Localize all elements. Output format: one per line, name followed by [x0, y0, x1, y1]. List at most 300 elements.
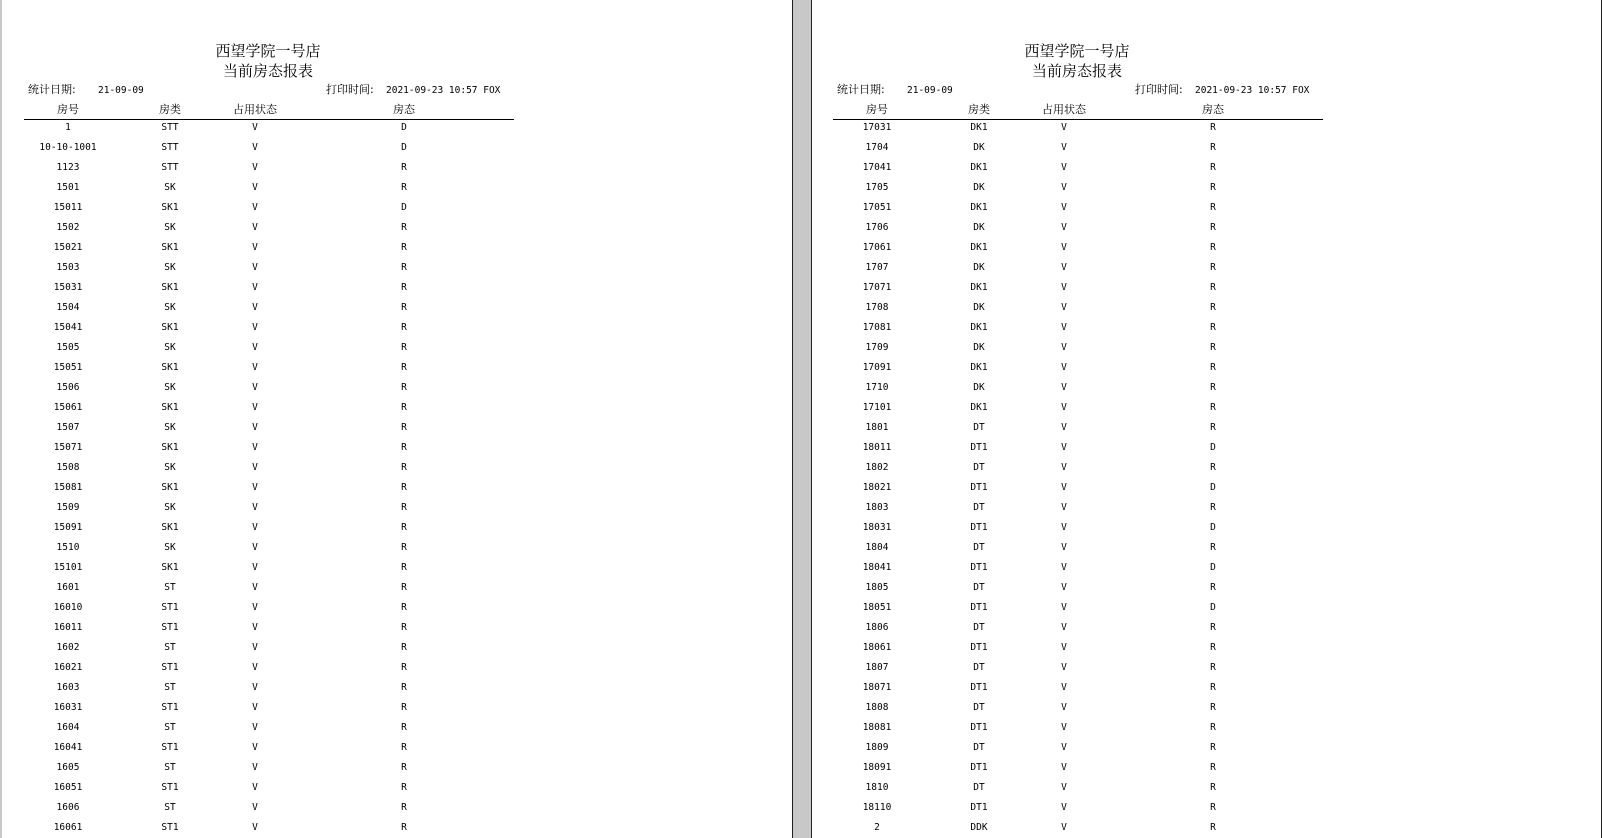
occupancy-status: V — [1061, 562, 1067, 573]
room-type: SK1 — [161, 362, 179, 373]
room-status: R — [1210, 802, 1216, 813]
room-type: SK — [164, 222, 176, 233]
occupancy-status: V — [1061, 482, 1067, 493]
occupancy-status: V — [252, 562, 258, 573]
occupancy-status: V — [252, 482, 258, 493]
room-number: 17101 — [862, 402, 892, 413]
column-header-room: 房号 — [57, 103, 79, 116]
room-type: DK — [973, 342, 985, 353]
table-row — [2, 602, 793, 622]
room-status: R — [1210, 642, 1216, 653]
room-status: R — [401, 782, 407, 793]
table-row — [811, 142, 1602, 162]
room-number: 1710 — [865, 382, 889, 393]
room-status: R — [401, 562, 407, 573]
room-status: R — [401, 602, 407, 613]
room-status: R — [401, 402, 407, 413]
room-type: DK1 — [970, 162, 988, 173]
room-number: 16010 — [53, 602, 83, 613]
room-number: 18071 — [862, 682, 892, 693]
room-number: 15101 — [53, 562, 83, 573]
occupancy-status: V — [252, 782, 258, 793]
table-row — [2, 662, 793, 682]
room-number: 1804 — [865, 542, 889, 553]
occupancy-status: V — [1061, 322, 1067, 333]
room-number: 1505 — [56, 342, 80, 353]
room-number: 18061 — [862, 642, 892, 653]
table-row — [811, 462, 1602, 482]
room-number: 1604 — [56, 722, 80, 733]
room-status: R — [1210, 462, 1216, 473]
room-type: DT — [973, 622, 985, 633]
occupancy-status: V — [252, 162, 258, 173]
table-row — [811, 362, 1602, 382]
room-status: D — [1210, 442, 1216, 453]
room-type: ST — [164, 682, 176, 693]
column-header-status: 房态 — [393, 103, 415, 116]
room-status: R — [401, 182, 407, 193]
room-status: R — [401, 382, 407, 393]
room-status: R — [1210, 182, 1216, 193]
room-status: R — [401, 762, 407, 773]
column-header-type: 房类 — [968, 103, 990, 116]
room-number: 1504 — [56, 302, 80, 313]
room-status: R — [401, 522, 407, 533]
occupancy-status: V — [1061, 342, 1067, 353]
table-row — [811, 122, 1602, 142]
occupancy-status: V — [252, 742, 258, 753]
room-status: R — [1210, 822, 1216, 833]
room-status: R — [401, 662, 407, 673]
room-number: 1704 — [865, 142, 889, 153]
room-type: SK — [164, 462, 176, 473]
room-number: 17061 — [862, 242, 892, 253]
room-type: DK1 — [970, 282, 988, 293]
room-status: R — [1210, 282, 1216, 293]
occupancy-status: V — [252, 322, 258, 333]
room-type: DT — [973, 502, 985, 513]
occupancy-status: V — [252, 602, 258, 613]
occupancy-status: V — [252, 222, 258, 233]
table-row — [811, 222, 1602, 242]
occupancy-status: V — [1061, 242, 1067, 253]
print-time-label: 打印时间: — [326, 83, 374, 96]
room-status: R — [401, 482, 407, 493]
room-status: R — [401, 262, 407, 273]
room-number: 16061 — [53, 822, 83, 833]
room-type: SK1 — [161, 322, 179, 333]
room-status: R — [1210, 622, 1216, 633]
occupancy-status: V — [252, 422, 258, 433]
room-type: DT — [973, 422, 985, 433]
hotel-name: 西望学院一号店 — [1024, 42, 1130, 60]
room-type: SK — [164, 382, 176, 393]
table-row — [2, 282, 793, 302]
room-number: 1502 — [56, 222, 80, 233]
room-type: DT — [973, 782, 985, 793]
room-type: SK1 — [161, 402, 179, 413]
room-number: 1507 — [56, 422, 80, 433]
room-number: 15041 — [53, 322, 83, 333]
table-row — [2, 822, 793, 838]
room-type: DK1 — [970, 402, 988, 413]
table-row — [811, 302, 1602, 322]
table-row — [811, 622, 1602, 642]
room-status: R — [401, 502, 407, 513]
room-number: 18031 — [862, 522, 892, 533]
table-row — [2, 802, 793, 822]
room-status: R — [401, 422, 407, 433]
table-row — [811, 242, 1602, 262]
table-row — [811, 762, 1602, 782]
room-number: 1123 — [56, 162, 80, 173]
occupancy-status: V — [252, 702, 258, 713]
occupancy-status: V — [252, 622, 258, 633]
occupancy-status: V — [1061, 802, 1067, 813]
room-type: DT1 — [970, 482, 988, 493]
occupancy-status: V — [1061, 382, 1067, 393]
occupancy-status: V — [1061, 182, 1067, 193]
room-type: STT — [161, 162, 179, 173]
room-type: ST1 — [161, 742, 179, 753]
room-status: R — [1210, 762, 1216, 773]
room-type: ST — [164, 582, 176, 593]
room-status: R — [401, 302, 407, 313]
room-number: 17071 — [862, 282, 892, 293]
room-type: DT1 — [970, 522, 988, 533]
room-status: R — [1210, 382, 1216, 393]
room-number: 17041 — [862, 162, 892, 173]
stat-date-value: 21-09-09 — [98, 85, 144, 96]
table-row — [2, 122, 793, 142]
room-number: 1 — [65, 122, 71, 133]
column-header-status: 房态 — [1202, 103, 1224, 116]
table-row — [2, 402, 793, 422]
room-type: ST — [164, 762, 176, 773]
room-number: 1509 — [56, 502, 80, 513]
table-row — [2, 422, 793, 442]
occupancy-status: V — [252, 202, 258, 213]
occupancy-status: V — [1061, 822, 1067, 833]
room-type: DT — [973, 582, 985, 593]
table-row — [2, 382, 793, 402]
table-row — [811, 722, 1602, 742]
occupancy-status: V — [1061, 202, 1067, 213]
table-row — [2, 462, 793, 482]
room-type: DT1 — [970, 602, 988, 613]
room-type: ST1 — [161, 622, 179, 633]
room-number: 1806 — [865, 622, 889, 633]
room-number: 18011 — [862, 442, 892, 453]
room-type: DT — [973, 662, 985, 673]
occupancy-status: V — [1061, 602, 1067, 613]
room-type: ST — [164, 642, 176, 653]
room-type: DT1 — [970, 722, 988, 733]
table-row — [2, 222, 793, 242]
occupancy-status: V — [252, 142, 258, 153]
room-status: R — [401, 362, 407, 373]
occupancy-status: V — [252, 462, 258, 473]
table-row — [811, 782, 1602, 802]
room-status: R — [1210, 242, 1216, 253]
room-number: 15071 — [53, 442, 83, 453]
room-number: 16031 — [53, 702, 83, 713]
table-row — [811, 382, 1602, 402]
room-number: 17091 — [862, 362, 892, 373]
room-number: 1808 — [865, 702, 889, 713]
occupancy-status: V — [1061, 162, 1067, 173]
room-type: SK1 — [161, 482, 179, 493]
occupancy-status: V — [252, 822, 258, 833]
room-number: 1506 — [56, 382, 80, 393]
table-row — [2, 142, 793, 162]
room-type: DT1 — [970, 682, 988, 693]
room-status: R — [401, 722, 407, 733]
room-status: R — [1210, 422, 1216, 433]
stat-date-value: 21-09-09 — [907, 85, 953, 96]
table-row — [811, 642, 1602, 662]
report-title: 当前房态报表 — [1031, 62, 1122, 80]
room-number: 1709 — [865, 342, 889, 353]
room-status: R — [401, 742, 407, 753]
room-type: ST — [164, 722, 176, 733]
occupancy-status: V — [252, 682, 258, 693]
room-status: R — [1210, 702, 1216, 713]
table-row — [2, 262, 793, 282]
occupancy-status: V — [252, 542, 258, 553]
table-row — [2, 162, 793, 182]
room-number: 16051 — [53, 782, 83, 793]
room-number: 15061 — [53, 402, 83, 413]
table-row — [2, 182, 793, 202]
occupancy-status: V — [1061, 442, 1067, 453]
room-type: ST1 — [161, 602, 179, 613]
occupancy-status: V — [1061, 362, 1067, 373]
table-row — [2, 202, 793, 222]
table-row — [811, 742, 1602, 762]
table-row — [2, 702, 793, 722]
column-header-occupancy: 占用状态 — [1042, 103, 1086, 116]
occupancy-status: V — [1061, 462, 1067, 473]
room-number: 1802 — [865, 462, 889, 473]
room-status: D — [1210, 482, 1216, 493]
room-status: R — [1210, 142, 1216, 153]
occupancy-status: V — [1061, 742, 1067, 753]
table-row — [811, 522, 1602, 542]
room-type: DK — [973, 182, 985, 193]
room-status: R — [401, 162, 407, 173]
table-row — [811, 202, 1602, 222]
occupancy-status: V — [1061, 542, 1067, 553]
occupancy-status: V — [1061, 402, 1067, 413]
occupancy-status: V — [252, 582, 258, 593]
room-type: SK — [164, 182, 176, 193]
occupancy-status: V — [1061, 702, 1067, 713]
room-status: R — [1210, 582, 1216, 593]
occupancy-status: V — [1061, 642, 1067, 653]
occupancy-status: V — [252, 522, 258, 533]
room-type: ST1 — [161, 702, 179, 713]
column-header-room: 房号 — [866, 103, 888, 116]
room-type: DT — [973, 742, 985, 753]
room-type: ST1 — [161, 662, 179, 673]
report-page-right — [811, 0, 1602, 838]
room-number: 1603 — [56, 682, 80, 693]
occupancy-status: V — [1061, 422, 1067, 433]
room-number: 1501 — [56, 182, 80, 193]
room-status: R — [1210, 322, 1216, 333]
occupancy-status: V — [1061, 282, 1067, 293]
room-status: R — [1210, 502, 1216, 513]
room-status: R — [401, 582, 407, 593]
room-number: 1605 — [56, 762, 80, 773]
table-row — [811, 282, 1602, 302]
room-status: R — [401, 642, 407, 653]
room-status: R — [1210, 542, 1216, 553]
hotel-name: 西望学院一号店 — [215, 42, 321, 60]
print-time-value: 2021-09-23 10:57 FOX — [386, 85, 501, 96]
occupancy-status: V — [252, 722, 258, 733]
occupancy-status: V — [1061, 662, 1067, 673]
table-row — [811, 402, 1602, 422]
room-type: STT — [161, 122, 179, 133]
table-row — [2, 682, 793, 702]
room-number: 1503 — [56, 262, 80, 273]
room-status: R — [401, 702, 407, 713]
occupancy-status: V — [1061, 522, 1067, 533]
room-type: DK — [973, 142, 985, 153]
room-number: 17081 — [862, 322, 892, 333]
table-row — [811, 322, 1602, 342]
room-number: 2 — [874, 822, 880, 833]
room-type: DT — [973, 702, 985, 713]
room-status: R — [401, 682, 407, 693]
report-page-left — [2, 0, 793, 838]
room-number: 1801 — [865, 422, 889, 433]
room-number: 1810 — [865, 782, 889, 793]
room-type: SK1 — [161, 202, 179, 213]
room-number: 16011 — [53, 622, 83, 633]
room-number: 16041 — [53, 742, 83, 753]
room-status: R — [1210, 682, 1216, 693]
table-row — [2, 502, 793, 522]
table-row — [2, 782, 793, 802]
print-time-value: 2021-09-23 10:57 FOX — [1195, 85, 1310, 96]
room-status: R — [401, 242, 407, 253]
room-type: DK1 — [970, 242, 988, 253]
room-type: DK — [973, 222, 985, 233]
table-row — [811, 482, 1602, 502]
room-table-left — [2, 122, 793, 838]
room-status: R — [1210, 202, 1216, 213]
room-type: SK — [164, 342, 176, 353]
room-number: 1807 — [865, 662, 889, 673]
occupancy-status: V — [1061, 682, 1067, 693]
room-number: 18091 — [862, 762, 892, 773]
table-row — [811, 342, 1602, 362]
occupancy-status: V — [252, 382, 258, 393]
table-row — [2, 742, 793, 762]
table-row — [2, 302, 793, 322]
table-row — [2, 342, 793, 362]
table-row — [2, 362, 793, 382]
occupancy-status: V — [252, 262, 258, 273]
room-type: STT — [161, 142, 179, 153]
room-type: DK1 — [970, 362, 988, 373]
room-status: R — [401, 802, 407, 813]
room-number: 1809 — [865, 742, 889, 753]
room-number: 18041 — [862, 562, 892, 573]
table-row — [2, 482, 793, 502]
room-type: DT1 — [970, 642, 988, 653]
room-status: R — [1210, 262, 1216, 273]
table-row — [811, 802, 1602, 822]
occupancy-status: V — [252, 402, 258, 413]
column-header-occupancy: 占用状态 — [233, 103, 277, 116]
room-status: R — [401, 542, 407, 553]
print-time-label: 打印时间: — [1135, 83, 1183, 96]
room-status: R — [401, 322, 407, 333]
occupancy-status: V — [1061, 302, 1067, 313]
occupancy-status: V — [252, 762, 258, 773]
room-status: R — [401, 282, 407, 293]
occupancy-status: V — [252, 502, 258, 513]
table-row — [2, 322, 793, 342]
room-type: DT — [973, 462, 985, 473]
occupancy-status: V — [1061, 222, 1067, 233]
room-type: SK — [164, 502, 176, 513]
room-type: SK — [164, 542, 176, 553]
room-status: R — [401, 822, 407, 833]
room-type: DK — [973, 302, 985, 313]
table-row — [2, 642, 793, 662]
occupancy-status: V — [1061, 622, 1067, 633]
occupancy-status: V — [252, 122, 258, 133]
room-number: 17031 — [862, 122, 892, 133]
table-row — [2, 762, 793, 782]
room-number: 16021 — [53, 662, 83, 673]
table-row — [2, 562, 793, 582]
room-status: R — [1210, 342, 1216, 353]
table-row — [811, 702, 1602, 722]
table-row — [2, 622, 793, 642]
room-type: DT1 — [970, 562, 988, 573]
room-type: DT1 — [970, 442, 988, 453]
room-type: SK1 — [161, 442, 179, 453]
room-type: SK — [164, 422, 176, 433]
column-header-type: 房类 — [159, 103, 181, 116]
room-type: ST1 — [161, 822, 179, 833]
occupancy-status: V — [252, 342, 258, 353]
table-row — [811, 582, 1602, 602]
room-table-right — [811, 122, 1602, 838]
room-type: SK1 — [161, 562, 179, 573]
table-row — [811, 542, 1602, 562]
room-number: 17051 — [862, 202, 892, 213]
room-type: ST — [164, 802, 176, 813]
room-number: 1805 — [865, 582, 889, 593]
room-number: 15021 — [53, 242, 83, 253]
table-row — [811, 602, 1602, 622]
occupancy-status: V — [252, 642, 258, 653]
room-number: 1510 — [56, 542, 80, 553]
room-number: 1705 — [865, 182, 889, 193]
room-number: 18081 — [862, 722, 892, 733]
room-number: 15011 — [53, 202, 83, 213]
occupancy-status: V — [1061, 142, 1067, 153]
occupancy-status: V — [1061, 582, 1067, 593]
table-row — [2, 442, 793, 462]
